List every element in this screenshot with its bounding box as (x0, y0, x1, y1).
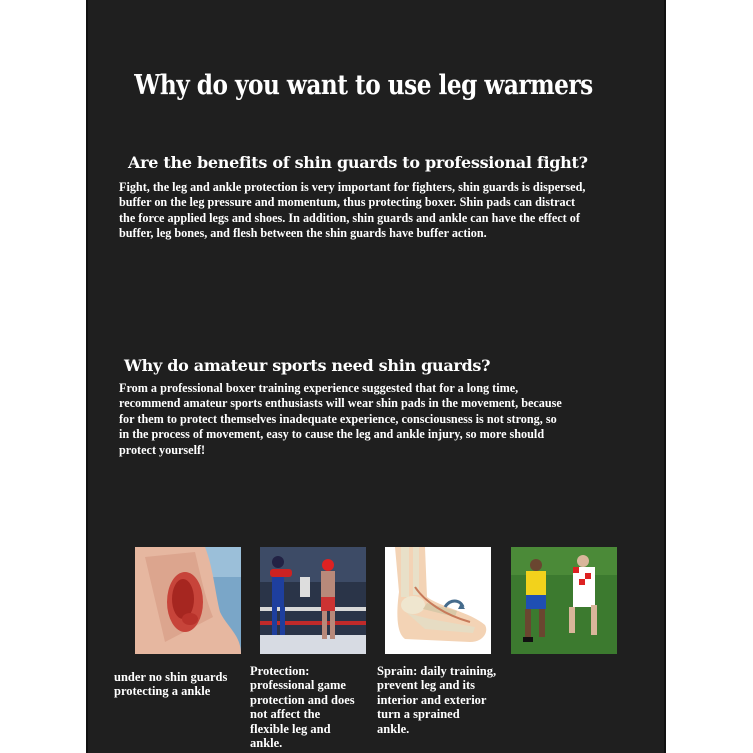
caption-line: ankle. (250, 736, 283, 751)
section2-line: protect yourself! (119, 442, 206, 457)
caption-line: prevent leg and its (377, 678, 476, 693)
section2-heading: Why do amateur sports need shin guards? (124, 356, 491, 375)
boxing-match-photo (260, 547, 366, 654)
section2-line: recommend amateur sports enthusiasts will wear shin pads in the movement, because (119, 396, 562, 411)
caption-line: under no shin guards (114, 670, 228, 684)
injured-ankle-photo (135, 547, 241, 654)
caption-line: Protection: (250, 664, 310, 678)
caption-line: professional game (250, 678, 346, 693)
caption-line: ankle. (377, 721, 410, 736)
caption-line: flexible leg and (250, 721, 331, 736)
caption-line: protection and does (250, 692, 355, 707)
section2-line: in the process of movement, easy to cause the leg and ankle injury, so more should (119, 427, 545, 442)
caption-line: Sprain: daily training, (377, 664, 497, 678)
caption-sprain (377, 664, 517, 736)
section2-line: From a professional boxer training experience suggested that for a long time, (119, 381, 519, 395)
section2-line: for them to protect themselves inadequate experience, consciousness is not strong, so (119, 411, 557, 426)
panel-left-border (86, 0, 88, 753)
football-players-photo (511, 547, 617, 654)
caption-line: not affect the (250, 707, 321, 722)
section1-paragraph (119, 180, 659, 242)
caption-line: interior and exterior (377, 692, 487, 707)
section1-line: Fight, the leg and ankle protection is very important for fighters, shin guards is dispersed, (119, 180, 586, 194)
caption-line: turn a sprained (377, 707, 460, 722)
section1-line: the force applied legs and shoes. In addition, shin guards and ankle can have the effect of (119, 210, 580, 225)
panel-right-border (664, 0, 666, 753)
section1-line: buffer, leg bones, and flesh between the shin guards have buffer action. (119, 226, 487, 241)
ankle-anatomy-photo (385, 547, 491, 654)
caption-protection (250, 664, 380, 750)
section1-heading: Are the benefits of shin guards to professional fight? (128, 153, 588, 172)
section1-line: buffer on the leg pressure and momentum, thus protecting boxer. Shin pads can distract (119, 195, 576, 210)
section2-paragraph (119, 381, 659, 458)
caption-no-shin-guards (114, 670, 249, 699)
page-title: Why do you want to use leg warmers (134, 70, 593, 101)
caption-line: protecting a ankle (114, 684, 211, 699)
